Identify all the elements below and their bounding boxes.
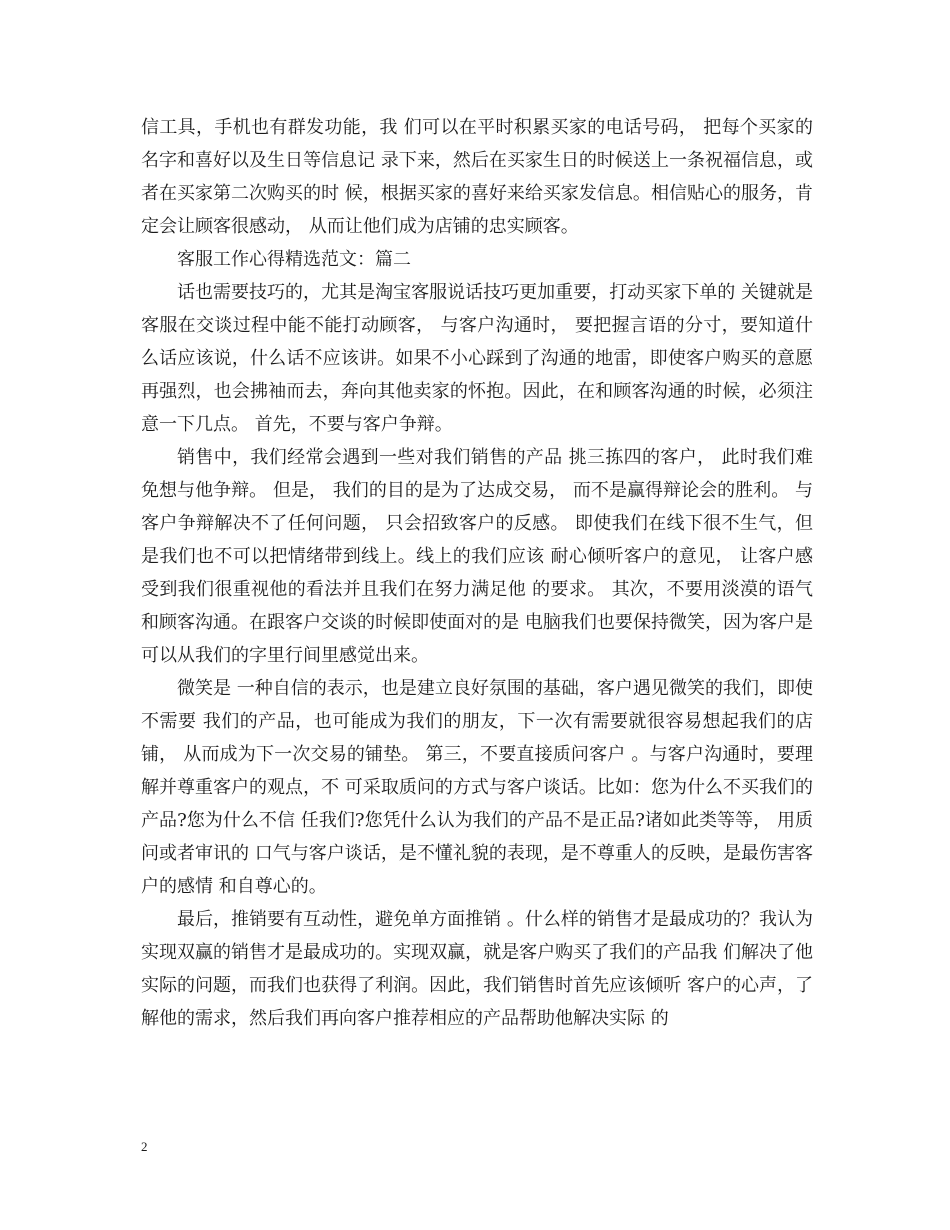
section-heading: 客服工作心得精选范文：篇二 xyxy=(177,249,411,270)
paragraph-5: 最后，推销要有互动性，避免单方面推销 。什么样的销售才是最成功的？我认为实现双赢的销售才是最成功的。实现双赢，就是客户购买了我们的产品我 们解决了他实际的问题，而我们也获得了利润。因此，我们销售时首先应该倾听 客户的心声，了解他的需求，然后我们再向客户推荐相应的产品帮助他解决实际 的 xyxy=(141,909,813,1029)
paragraph-1: 信工具，手机也有群发功能，我 们可以在平时积累买家的电话号码， 把每个买家的名字和喜好以及生日等信息记 录下来，然后在买家生日的时候送上一条祝福信息，或者在买家第二次购买的时 候，根据买家的喜好来给买家发信息。相信贴心的服务，肯定会让顾客很感动， 从而让他们成为店铺的忠实顾客。 xyxy=(141,117,813,237)
page-number: 2 xyxy=(141,1139,148,1154)
paragraph-4: 微笑是 一种自信的表示，也是建立良好氛围的基础，客户遇见微笑的我们，即使不需要 我们的产品，也可能成为我们的朋友，下一次有需要就很容易想起我们的店铺， 从而成为下一次交易的铺垫。 第三，不要直接质问客户 。与客户沟通时，要理解并尊重客户的观点，不 可采取质问的方式与客户谈话。比如：您为什么不买我们的产品?您为什么不信 任我们?您凭什么认为我们的产品不是正品?诸如此类等等， 用质问或者审讯的 口气与客户谈话，是不懂礼貌的表现，是不尊重人的反映，是最伤害客户的感情 和自尊心的。 xyxy=(141,678,813,897)
document-body xyxy=(141,111,813,1035)
paragraph-3: 销售中，我们经常会遇到一些对我们销售的产品 挑三拣四的客户， 此时我们难免想与他争辩。 但是， 我们的目的是为了达成交易， 而不是赢得辩论会的胜利。 与客户争辩解决不了任何问题， 只会招致客户的反感。 即使我们在线下很不生气，但是我们也不可以把情绪带到线上。线上的我们应该 耐心倾听客户的意见， 让客户感受到我们很重视他的看法并且我们在努力满足他 的要求。 其次，不要用淡漠的语气和顾客沟通。在跟客户交谈的时候即使面对的是 电脑我们也要保持微笑，因为客户是可以从我们的字里行间里感觉出来。 xyxy=(141,447,813,666)
paragraph-2: 话也需要技巧的，尤其是淘宝客服说话技巧更加重要，打动买家下单的 关键就是客服在交谈过程中能不能打动顾客， 与客户沟通时， 要把握言语的分寸，要知道什么话应该说，什么话不应该讲。如果不小心踩到了沟通的地雷，即使客户购买的意愿再强烈，也会拂袖而去，奔向其他卖家的怀抱。因此，在和顾客沟通的时候，必须注意一下几点。 首先，不要与客户争辩。 xyxy=(141,282,813,435)
